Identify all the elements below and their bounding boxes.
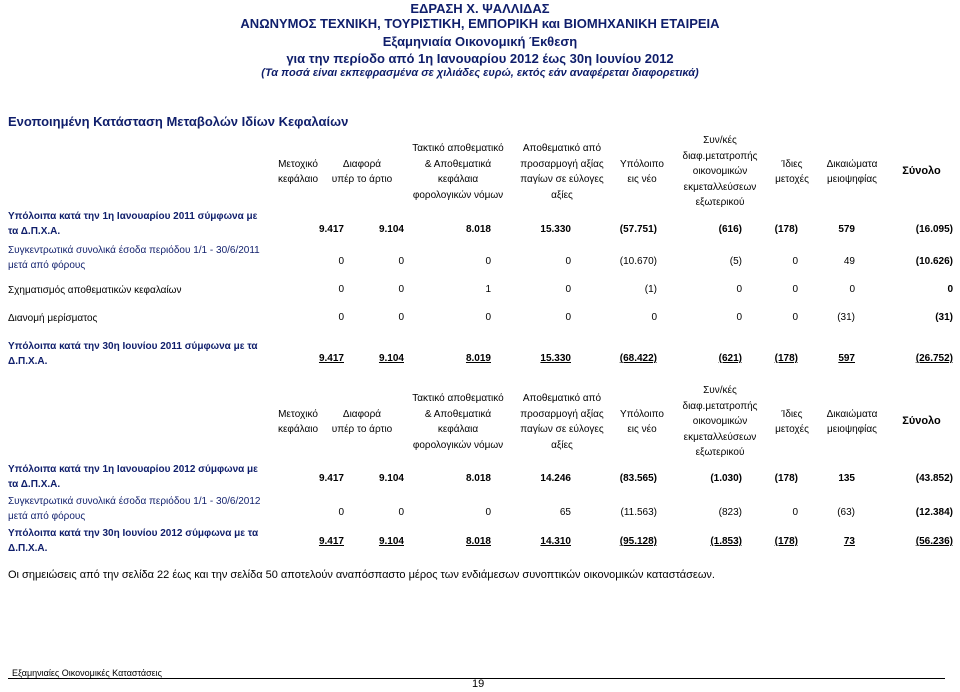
section-title: Ενοποιημένη Κατάσταση Μεταβολών Ιδίων Κεφαλαίων: [8, 114, 349, 129]
table2-cell: (11.563): [620, 507, 657, 518]
notes-reference: Οι σημειώσεις από την σελίδα 22 έως και την σελίδα 50 αποτελούν αναπόσπαστο μέρος των ενδιάμεσων συνοπτικών οικονομικών καταστάσεων.: [8, 569, 715, 581]
table1-cell: 0: [398, 256, 404, 267]
table1-cell: 0: [792, 284, 798, 295]
table1-cell: (10.626): [915, 256, 953, 267]
table2-column-header-3: Τακτικό αποθεματικό & Αποθεματικά κεφάλαια φορολογικών νόμων: [412, 393, 504, 451]
table2-cell: (178): [774, 473, 798, 484]
table2-cell: 9.417: [318, 536, 344, 547]
table2-cell: 0: [398, 507, 404, 518]
table1-column-header-1: Μετοχικό κεφάλαιο: [277, 158, 319, 185]
footer-title: Εξαμηνιαίες Οικονομικές Καταστάσεις: [12, 668, 162, 678]
table2-cell: 14.310: [540, 536, 571, 547]
table2-column-header-9: Σύνολο: [902, 415, 941, 428]
table1-column-header-9: Σύνολο: [902, 165, 941, 178]
table2-cell: (12.384): [915, 507, 953, 518]
table1-cell: 0: [485, 256, 491, 267]
table1-cell: 0: [792, 256, 798, 267]
table1-cell: 9.417: [318, 353, 344, 364]
table1-cell: (178): [774, 353, 798, 364]
table1-row-label: Υπόλοιπα κατά την 1η Ιανουαρίου 2011 σύμφωνα με τα Δ.Π.Χ.Α.: [8, 211, 258, 237]
table1-cell: 0: [338, 256, 344, 267]
table2-cell: 65: [559, 507, 571, 518]
table2-cell: (43.852): [915, 473, 953, 484]
table2-cell: 0: [338, 507, 344, 518]
table2-cell: (56.236): [915, 536, 953, 547]
table2-cell: 0: [792, 507, 798, 518]
table2-column-header-1: Μετοχικό κεφάλαιο: [277, 408, 319, 435]
table1-cell: 0: [485, 312, 491, 323]
table2-cell: 14.246: [540, 473, 571, 484]
table1-cell: 9.104: [378, 224, 404, 235]
table2-column-header-7: Ίδιες μετοχές: [775, 408, 809, 435]
currency-note: (Τα ποσά είναι εκπεφρασμένα σε χιλιάδες ευρώ, εκτός εάν αναφέρεται διαφορετικά): [261, 67, 699, 79]
table1-cell: 0: [736, 312, 742, 323]
page-number: 19: [472, 678, 485, 690]
table1-cell: 0: [565, 284, 571, 295]
table1-cell: 597: [838, 353, 855, 364]
table2-cell: (1.853): [710, 536, 742, 547]
table1-cell: 0: [338, 284, 344, 295]
table1-row-label: Υπόλοιπα κατά την 30η Ιουνίου 2011 σύμφωνα με τα Δ.Π.Χ.Α.: [8, 341, 258, 367]
table2-cell: (1.030): [710, 473, 742, 484]
table2-cell: 9.417: [318, 473, 344, 484]
table1-cell: (31): [935, 312, 953, 323]
table2-cell: 135: [838, 473, 855, 484]
table2-cell: (178): [774, 536, 798, 547]
table1-cell: (16.095): [915, 224, 953, 235]
table1-column-header-2: Διαφορά υπέρ το άρτιο: [331, 158, 393, 185]
table1-cell: (57.751): [619, 224, 657, 235]
table1-cell: 8.019: [465, 353, 491, 364]
table1-cell: 0: [565, 312, 571, 323]
report-title: Εξαμηνιαία Οικονομική Έκθεση: [382, 34, 578, 49]
table1-column-header-8: Δικαιώματα μειοψηφίας: [826, 158, 878, 185]
table1-column-header-6: Συν/κές διαφ.μετατροπής οικονομικών εκμεταλλεύσεων εξωτερικού: [682, 135, 758, 209]
table1-cell: 0: [849, 284, 855, 295]
table2-cell: 0: [485, 507, 491, 518]
table2-cell: 8.018: [465, 536, 491, 547]
table1-cell: 0: [398, 312, 404, 323]
table2-column-header-5: Υπόλοιπο εις νέο: [620, 408, 664, 435]
table2-cell: (95.128): [619, 536, 657, 547]
table2-cell: 9.104: [378, 536, 404, 547]
table1-cell: 9.417: [318, 224, 344, 235]
table1-cell: 0: [565, 256, 571, 267]
table1-cell: 49: [843, 256, 855, 267]
table1-cell: (10.670): [619, 256, 657, 267]
table1-column-header-3: Τακτικό αποθεματικό & Αποθεματικά κεφάλαια φορολογικών νόμων: [412, 143, 504, 201]
table1-row-label: Διανομή μερίσματος: [8, 313, 98, 324]
table1-row-label: Σχηματισμός αποθεματικών κεφαλαίων: [8, 285, 182, 296]
table2-row-label: Υπόλοιπα κατά την 1η Ιανουαρίου 2012 σύμφωνα με τα Δ.Π.Χ.Α.: [8, 464, 258, 490]
table1-cell: (31): [837, 312, 855, 323]
table1-column-header-4: Αποθεματικό από προσαρμογή αξίας παγίων σε εύλογες αξίες: [520, 143, 604, 201]
table2-cell: 9.104: [378, 473, 404, 484]
table1-cell: 15.330: [540, 224, 571, 235]
report-period: για την περίοδο από 1η Ιανουαρίου 2012 έως 30η Ιουνίου 2012: [286, 51, 674, 66]
table1-cell: 1: [485, 284, 491, 295]
table2-column-header-4: Αποθεματικό από προσαρμογή αξίας παγίων σε εύλογες αξίες: [520, 393, 604, 451]
table1-cell: 15.330: [540, 353, 571, 364]
table2-cell: (823): [718, 507, 742, 518]
table2-row-label: Υπόλοιπα κατά την 30η Ιουνίου 2012 σύμφωνα με τα Δ.Π.Χ.Α.: [8, 528, 259, 554]
table2-column-header-6: Συν/κές διαφ.μετατροπής οικονομικών εκμεταλλεύσεων εξωτερικού: [682, 385, 758, 459]
table1-row-label: Συγκεντρωτικά συνολικά έσοδα περιόδου 1/1 - 30/6/2011 μετά από φόρους: [8, 245, 260, 271]
table2-cell: (63): [837, 507, 855, 518]
table2-cell: 73: [843, 536, 855, 547]
table1-cell: 579: [838, 224, 855, 235]
table1-column-header-5: Υπόλοιπο εις νέο: [620, 158, 664, 185]
table1-cell: 0: [651, 312, 657, 323]
company-full-name: ΑΝΩΝΥΜΟΣ ΤΕΧΝΙΚΗ, ΤΟΥΡΙΣΤΙΚΗ, ΕΜΠΟΡΙΚΗ και ΒΙΟΜΗΧΑΝΙΚΗ ΕΤΑΙΡΕΙΑ: [240, 16, 720, 31]
table1-cell: (1): [644, 284, 657, 295]
table1-cell: (616): [718, 224, 742, 235]
table1-cell: (26.752): [915, 353, 953, 364]
table1-cell: 0: [398, 284, 404, 295]
table1-cell: (621): [718, 353, 742, 364]
table1-column-header-7: Ίδιες μετοχές: [775, 158, 809, 185]
table1-cell: 9.104: [378, 353, 404, 364]
table2-column-header-8: Δικαιώματα μειοψηφίας: [826, 408, 878, 435]
table1-cell: 0: [338, 312, 344, 323]
table1-cell: 0: [792, 312, 798, 323]
table1-cell: 0: [736, 284, 742, 295]
table2-cell: 8.018: [465, 473, 491, 484]
table1-cell: (5): [729, 256, 742, 267]
company-name: ΕΔΡΑΣΗ Χ. ΨΑΛΛΙΔΑΣ: [410, 1, 550, 16]
table2-row-label: Συγκεντρωτικά συνολικά έσοδα περιόδου 1/1 - 30/6/2012 μετά από φόρους: [8, 496, 261, 522]
table1-cell: (178): [774, 224, 798, 235]
table2-cell: (83.565): [619, 473, 657, 484]
table1-cell: 0: [947, 284, 953, 295]
table2-column-header-2: Διαφορά υπέρ το άρτιο: [331, 408, 393, 435]
table1-cell: 8.018: [465, 224, 491, 235]
table1-cell: (68.422): [619, 353, 657, 364]
